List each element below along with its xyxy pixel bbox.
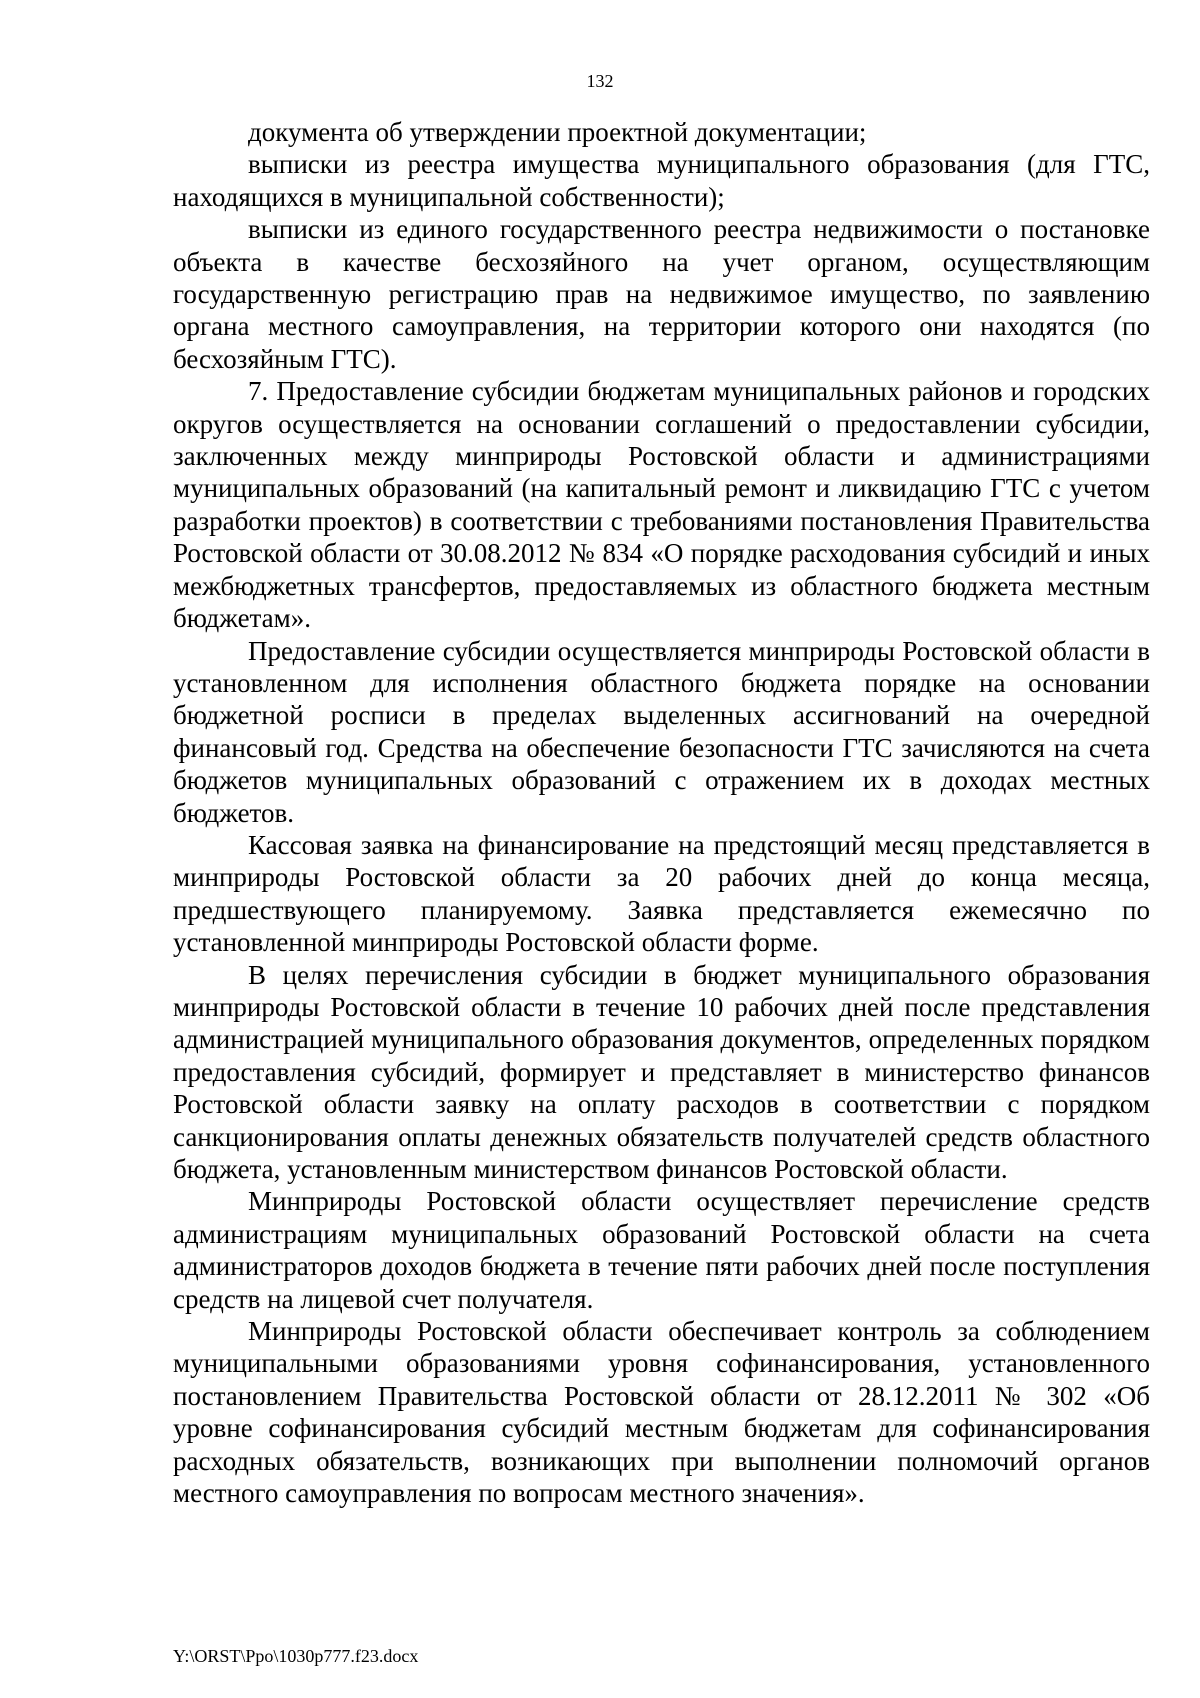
paragraph-subsidy-provision-agreements: 7. Предоставление субсидии бюджетам муниципальных районов и городских округов осуществляется на основании соглашений о предоставлении субсидии, заключенных между минприроды Ростовской области и администрациями муниципальных образований (на капитальный ремонт и ликвидацию ГТС с учетом разработки проектов) в соответствии с требованиями постановления Правительства Ростовской области от 30.08.2012 № 834 «О порядке расходования субсидий и иных межбюджетных трансфертов, предоставляемых из областного бюджета местным бюджетам». [173,376,1150,634]
document-body [173,116,1150,1509]
paragraph-cash-request: Кассовая заявка на финансирование на предстоящий месяц представляется в минприроды Ростовской области за 20 рабочих дней до конца месяца, предшествующего планируемому. Заявка представляется ежемесячно по установленной минприроды Ростовской области форме. [173,829,1150,958]
paragraph-funds-transfer: Минприроды Ростовской области осуществляет перечисление средств администрациям муниципальных образований Ростовской области на счета администраторов доходов бюджета в течение пяти рабочих дней после поступления средств на лицевой счет получателя. [173,1186,1150,1314]
paragraph-cofinancing-control: Минприроды Ростовской области обеспечивает контроль за соблюдением муниципальными образованиями уровня софинансирования, установленного постановлением Правительства Ростовской области от 28.12.2011 № 302 «Об уровне софинансирования субсидий местным бюджетам для софинансирования расходных обязательств, возникающих при выполнении полномочий органов местного самоуправления по вопросам местного значения». [173,1316,1150,1509]
page-number: 132 [586,71,614,91]
paragraph-subsidy-provision-procedure: Предоставление субсидии осуществляется минприроды Ростовской области в установленном для исполнения областного бюджета порядке на основании бюджетной росписи в пределах выделенных ассигнований на очередной финансовый год. Средства на обеспечение безопасности ГТС зачисляются на счета бюджетов муниципальных образований с отражением их в доходах местных бюджетов. [173,635,1150,828]
document-file-path: Y:\ORST\Ppo\1030p777.f23.docx [173,1646,419,1666]
paragraph-subsidy-transfer-request: В целях перечисления субсидии в бюджет муниципального образования минприроды Ростовской области в течение 10 рабочих дней после представления администрацией муниципального образования документов, определенных порядком предоставления субсидий, формирует и представляет в министерство финансов Ростовской области заявку на оплату расходов в соответствии с порядком санкционирования оплаты денежных обязательств получателей средств областного бюджета, установленным министерством финансов Ростовской области. [173,959,1150,1184]
paragraph-unified-real-estate-register-extract: выписки из единого государственного реестра недвижимости о постановке объекта в качестве бесхозяйного на учет органом, осуществляющим государственную регистрацию прав на недвижимое имущество, по заявлению органа местного самоуправления, на территории которого они находятся (по бесхозяйным ГТС). [173,214,1150,374]
paragraph-project-documentation-approval: документа об утверждении проектной документации; [248,117,867,147]
paragraph-municipal-property-register-extract: выписки из реестра имущества муниципального образования (для ГТС, находящихся в муниципальной собственности); [173,149,1150,212]
